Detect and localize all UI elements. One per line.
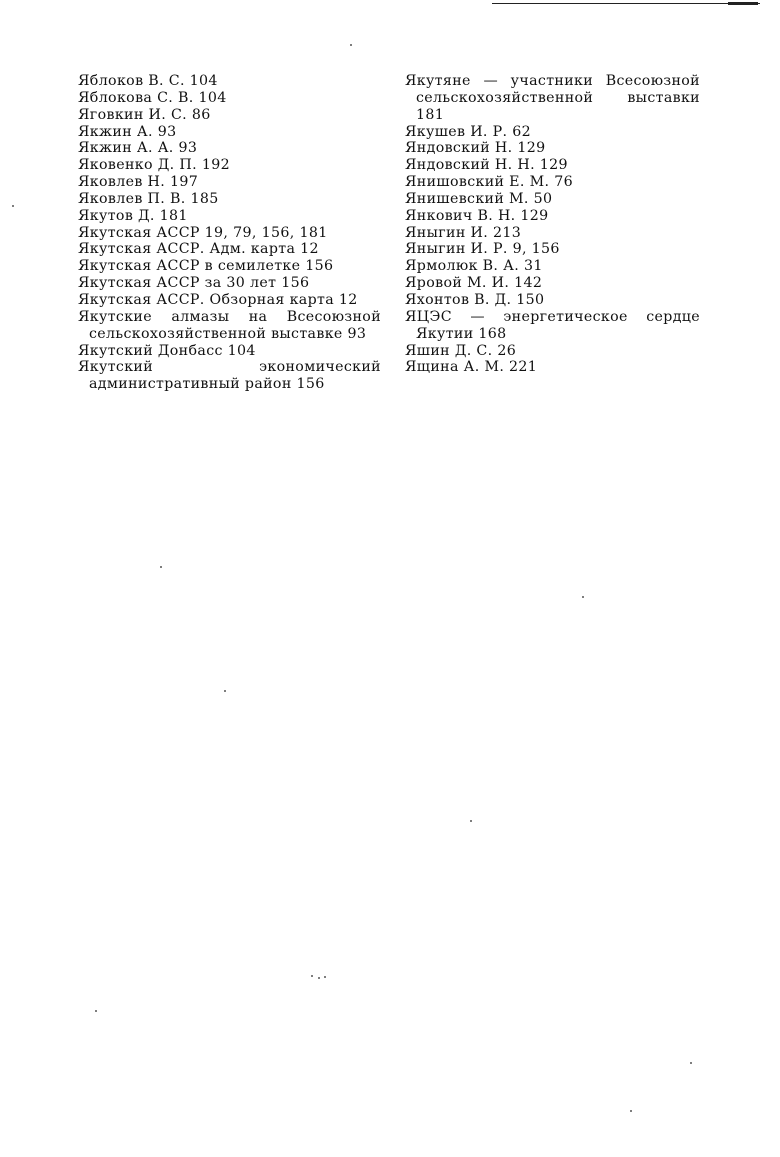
index-entry: Ярмолюк В. А. 31	[405, 258, 543, 275]
index-entry: Яныгин И. 213	[405, 224, 522, 241]
index-entry: Яковлев П. В. 185	[78, 190, 219, 207]
scan-speck	[582, 596, 584, 598]
index-entry: Ящина А. М. 221	[405, 359, 538, 376]
index-entry: Якутов Д. 181	[78, 207, 188, 224]
index-entry: Якжин А. А. 93	[78, 140, 198, 157]
index-entry: ЯЦЭС — энергетическое сердце Якутии 168	[405, 308, 700, 342]
index-entry: Яблоков В. С. 104	[78, 73, 218, 89]
index-entry: Якутская АССР в семилетке 156	[78, 258, 334, 275]
index-entry: Якутский Донбасс 104	[78, 342, 256, 359]
scan-speck	[350, 44, 352, 46]
index-entry: Яндовский Н. 129	[405, 140, 546, 157]
scan-speck	[160, 566, 162, 568]
index-entry: Янкович В. Н. 129	[405, 207, 549, 224]
top-rule	[492, 3, 760, 4]
index-entry: Яшин Д. С. 26	[405, 342, 517, 359]
index-entry: Якутский экономический административный район 156	[78, 359, 381, 393]
scan-speck	[470, 820, 472, 822]
index-entry: Янишовский Е. М. 76	[405, 174, 573, 191]
index-entry: Яговкин И. С. 86	[78, 106, 211, 123]
index-entry: Якутские алмазы на Всесоюзной сельскохозяйственной выставке 93	[78, 308, 381, 342]
scan-speck	[690, 1062, 692, 1064]
scan-speck	[318, 977, 320, 979]
scan-speck	[311, 975, 313, 977]
index-entry: Яхонтов В. Д. 150	[405, 291, 545, 308]
scan-speck	[95, 1010, 97, 1012]
index-column-left	[78, 73, 381, 393]
index-entry: Якжин А. 93	[78, 123, 177, 140]
index-entry: Яныгин И. Р. 9, 156	[405, 241, 560, 258]
index-entry: Яндовский Н. Н. 129	[405, 157, 568, 174]
scan-speck	[224, 690, 226, 692]
index-entry: Яблокова С. В. 104	[78, 89, 227, 106]
index-entry: Якутская АССР. Обзорная карта 12	[78, 291, 358, 308]
index-entry: Якутская АССР 19, 79, 156, 181	[78, 224, 328, 241]
scan-speck	[324, 976, 326, 978]
index-column-right	[405, 73, 700, 376]
index-entry: Якушев И. Р. 62	[405, 123, 532, 140]
index-entry: Якутская АССР за 30 лет 156	[78, 275, 310, 292]
index-entry: Якутская АССР. Адм. карта 12	[78, 241, 319, 258]
index-entry: Яковлев Н. 197	[78, 174, 199, 191]
scan-speck	[630, 1110, 632, 1112]
index-entry: Якутяне — участники Всесоюзной сельскохозяйственной выставки 181	[405, 73, 700, 123]
index-entry: Янишевский М. 50	[405, 190, 553, 207]
scan-speck	[12, 205, 14, 207]
index-entry: Яковенко Д. П. 192	[78, 157, 230, 174]
top-rule-mark	[728, 2, 758, 5]
index-entry: Яровой М. И. 142	[405, 275, 543, 292]
